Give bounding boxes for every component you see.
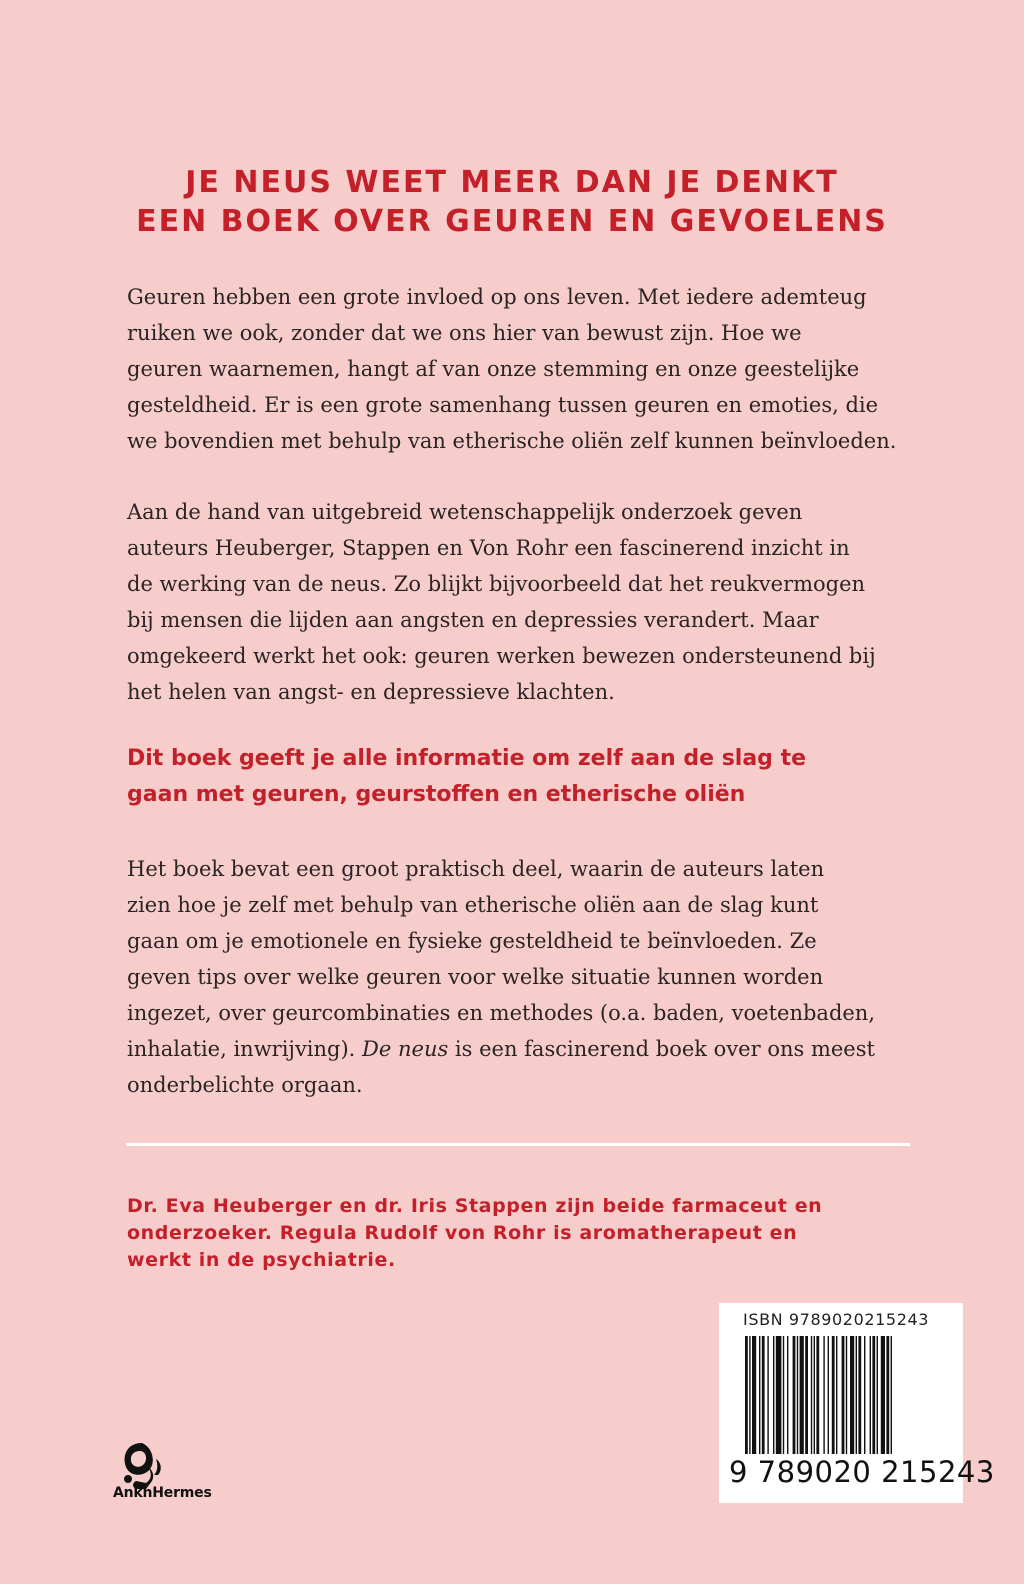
- barcode-bar: [886, 1336, 889, 1454]
- text-line: geven tips over welke geuren voor welke situatie kunnen worden: [127, 965, 824, 989]
- text-line: bij mensen die lijden aan angsten en depressies verandert. Maar: [127, 608, 819, 632]
- barcode-bar: [805, 1336, 808, 1454]
- text-line: ingezet, over geurcombinaties en methodes (o.a. baden, voetenbaden,: [127, 1001, 876, 1025]
- back-cover-title: [0, 163, 1024, 241]
- barcode-bar: [842, 1336, 845, 1454]
- title-line-1: JE NEUS WEET MEER DAN JE DENKT: [185, 165, 839, 200]
- text-line: Het boek bevat een groot praktisch deel, waarin de auteurs laten: [127, 857, 825, 881]
- author-line: onderzoeker. Regula Rudolf von Rohr is aromatherapeut en: [127, 1222, 798, 1244]
- text-line: gesteldheid. Er is een grote samenhang tussen geuren en emoties, die: [127, 393, 879, 417]
- barcode-bar: [870, 1336, 871, 1454]
- barcode-bar: [783, 1336, 784, 1454]
- barcode-bar: [776, 1336, 782, 1454]
- barcode-bar: [814, 1336, 815, 1454]
- title-line-2: EEN BOEK OVER GEUREN EN GEVOELENS: [136, 204, 888, 239]
- barcode-bar: [800, 1336, 804, 1454]
- author-line: werkt in de psychiatrie.: [127, 1249, 396, 1271]
- barcode-bar: [828, 1336, 829, 1454]
- barcode-bar: [762, 1336, 765, 1454]
- text-line: zien hoe je zelf met behulp van etherische oliën aan de slag kunt: [127, 893, 819, 917]
- isbn-barcode: [719, 1303, 995, 1503]
- text-fragment: inhalatie, inwrijving).: [127, 1037, 356, 1061]
- barcode-digits: 9 789020 215243: [729, 1455, 995, 1489]
- text-line: het helen van angst- en depressieve klachten.: [127, 680, 615, 704]
- text-line: Aan de hand van uitgebreid wetenschappelijk onderzoek geven: [127, 500, 803, 524]
- book-title: De neus: [362, 1037, 449, 1061]
- barcode-bar: [872, 1336, 875, 1454]
- section-divider: [126, 1143, 910, 1146]
- barcode-bars: [745, 1336, 945, 1456]
- barcode-bar: [793, 1336, 796, 1454]
- barcode-bar: [823, 1336, 824, 1454]
- text-line: Geuren hebben een grote invloed op ons leven. Met iedere ademteug: [127, 285, 867, 309]
- text-line: onderbelichte orgaan.: [127, 1073, 363, 1097]
- research-paragraph: [127, 494, 917, 710]
- barcode-bar: [787, 1336, 788, 1454]
- barcode-bar: [856, 1336, 857, 1454]
- practical-paragraph: [127, 851, 917, 1103]
- text-line: omgekeerd werkt het ook: geuren werken bewezen ondersteunend bij: [127, 644, 876, 668]
- isbn-label: ISBN 9789020215243: [743, 1310, 930, 1329]
- text-line: ruiken we ook, zonder dat we ons hier van bewust zijn. Hoe we: [127, 321, 802, 345]
- barcode-bar: [811, 1336, 812, 1454]
- text-fragment: is een fascinerend boek over ons meest: [448, 1037, 875, 1061]
- text-line: we bovendien met behulp van etherische oliën zelf kunnen beïnvloeden.: [127, 429, 897, 453]
- text-line: gaan om je emotionele en fysieke gesteldheid te beïnvloeden. Ze: [127, 929, 817, 953]
- barcode-bar: [846, 1336, 847, 1454]
- barcode-bar: [877, 1336, 878, 1454]
- barcode-bar: [858, 1336, 861, 1454]
- highlight-line: Dit boek geeft je alle informatie om zelf aan de slag te: [127, 746, 807, 771]
- text-line: [127, 1031, 917, 1067]
- text-line: geuren waarnemen, hangt af van onze stemming en onze geestelijke: [127, 357, 860, 381]
- barcode-bar: [745, 1336, 748, 1454]
- highlight-line: gaan met geuren, geurstoffen en etherische oliën: [127, 782, 746, 807]
- text-line: auteurs Heuberger, Stappen en Von Rohr een fascinerend inzicht in: [127, 536, 850, 560]
- barcode-bar: [881, 1336, 885, 1454]
- barcode-bar: [759, 1336, 760, 1454]
- barcode-bar: [749, 1336, 750, 1454]
- intro-paragraph: [127, 279, 917, 459]
- barcode-bar: [832, 1336, 835, 1454]
- publisher-name: AnkhHermes: [113, 1485, 212, 1501]
- barcode-bar: [767, 1336, 768, 1454]
- barcode-bar: [864, 1336, 865, 1454]
- author-line: Dr. Eva Heuberger en dr. Iris Stappen zijn beide farmaceut en: [127, 1195, 823, 1217]
- barcode-bar: [891, 1336, 892, 1454]
- highlight-statement: [127, 741, 917, 813]
- barcode-bar: [850, 1336, 854, 1454]
- barcode-bar: [773, 1336, 774, 1454]
- barcode-bar: [836, 1336, 837, 1454]
- author-bio: [127, 1193, 917, 1274]
- barcode-bar: [752, 1336, 756, 1454]
- barcode-bar: [816, 1336, 819, 1454]
- barcode-bar: [797, 1336, 798, 1454]
- text-line: de werking van de neus. Zo blijkt bijvoorbeeld dat het reukvermogen: [127, 572, 866, 596]
